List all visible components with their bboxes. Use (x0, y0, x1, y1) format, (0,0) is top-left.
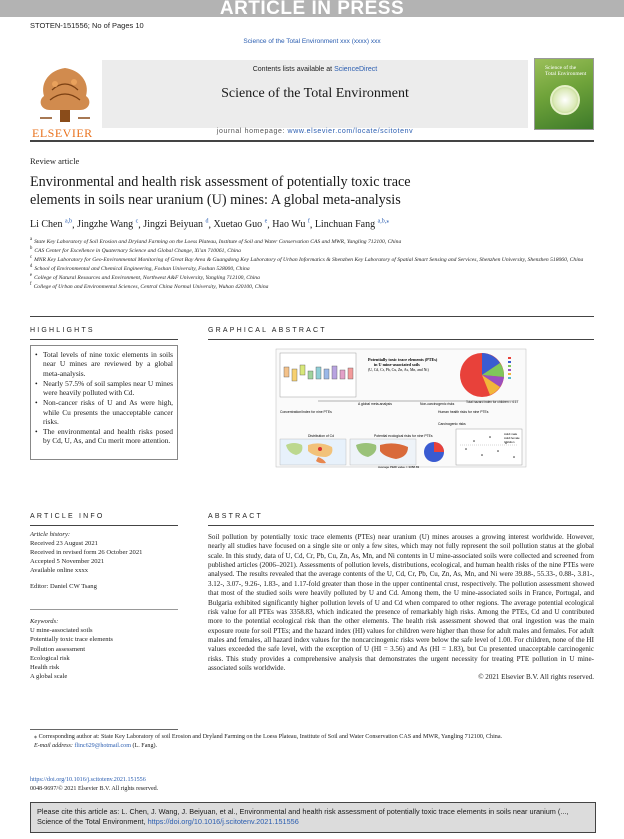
keyword: Ecological risk (30, 654, 70, 662)
ga-conc-distribution: Concentration/Index for nine PTEs (280, 410, 332, 414)
ga-boxplot-panel (280, 353, 356, 397)
ga-title-line3: (U, Cd, Cr, Pb, Cu, Zn, As, Mn, and Ni) (368, 368, 429, 372)
article-info-rule (30, 525, 178, 526)
highlight-item: • Total levels of nine toxic elements in soils near U mines are reviewed by a global meta-analysis. (35, 350, 173, 378)
footnote-text: Corresponding author at: State Key Laboratory of soil Erosion and Dryland Farming on the Loess Plateau, Institute of Soil and Water Conservation CAS and MWR, Yangling 712100, China. (38, 734, 503, 740)
highlights-rule (30, 339, 178, 340)
keywords-label: Keywords: (30, 618, 59, 625)
issn-line: 0048-9697/© 2021 Elsevier B.V. All rights reserved. (30, 785, 159, 792)
ga-eco-pie (424, 442, 444, 462)
ga-distribution-cd: Distribution of Cd (308, 434, 335, 438)
article-in-press-banner (0, 0, 624, 17)
cover-title-line1: Science of the (545, 65, 577, 71)
online-date: Available online xxxx (30, 567, 89, 575)
accepted-date: Accepted 5 November 2021 (30, 558, 105, 566)
author[interactable]: Xuetao Guo $^e$ (213, 219, 268, 231)
document-id: STOTEN-151556; No of Pages 10 (30, 21, 144, 30)
graphical-abstract-figure[interactable] (208, 345, 594, 470)
ga-world-map (280, 439, 346, 465)
email-link[interactable]: flinc629@hotmail.com (74, 742, 131, 749)
cover-title-line2: Total Environment (545, 71, 587, 78)
author[interactable]: Hao Wu $^f$ (272, 219, 310, 231)
journal-cover-image[interactable] (534, 58, 594, 130)
ga-human-health: Human health risks for nine PTEs (438, 410, 489, 414)
affiliations (30, 237, 594, 291)
elsevier-logo[interactable] (30, 60, 100, 140)
graphical-abstract-svg (208, 345, 594, 470)
graphical-abstract-heading: GRAPHICAL ABSTRACT (208, 327, 327, 334)
keyword: Health risk (30, 664, 60, 672)
affiliation: $^b$ CAS Center for Excellence in Quaternary Science and Global Change, Xi'an 710061, China (30, 245, 241, 254)
svg-text:Children: Children (504, 440, 515, 444)
highlights-heading: HIGHLIGHTS (30, 327, 95, 334)
highlight-item: • Nearly 57.5% of soil samples near U mines were heavily polluted with Cd. (35, 379, 173, 398)
abstract-body: Soil pollution by potentially toxic trace elements (PTEs) near uranium (U) mines arouses a growing interest worldwide. However, nearly all studies have focused on a single site or only a few sites, which may not fully represent the soil pollution status at the global scale. In this study, data of U, Cd, Cr, Pb, Cu, Zn, As, Mn, and Ni contents in U mine-associated soils were collected and screened from published articles (2006–2021). Assessments of pollution levels, distributions, ecological, and human health risks of the nine PTEs were analysed. The results revealed that the average contents of the U, Cd, Cr, Pb, Cu, Zn, As, Mn, and Ni were 39.88-, 55.33-, 0.88-, 3.81-, 3.12-, 3.07-, 9.26-, 1.83-, and 1.17-fold greater than those in the upper continental crust, respectively. The pollution assessment showed that most of the studied soils were heavily polluted by U and Cd. Among them, the U mine-associated soils in France, Portugal, and Bulgaria exhibited significantly higher pollution levels of U and Cd when compared to other regions. The average potential ecological risk value for all PTEs was 3358.83, which indicated the presence of remarkably high risks. Among the PTEs, Cd and U contributed more to the potential ecological risk than the other elements. The health risk assessment showed that oral ingestion was the main exposure route for soil PTEs; and the hazard index (HI) values for children were higher than those for adult males and females. For adult males and females, all hazard index values for the noncarcinogenic risks were below the safe level of 1.00. For children, none of the HI values exceeded the safe level, with the exception of U (HI = 3.56) and As (HI = 1.83), but Cu presented unacceptable carcinogenic risks. This study provides a comprehensive analysis that demonstrates the urgent necessity for treating PTE pollution in U mine-associated soils worldwide. (208, 533, 594, 673)
title-line-2: elements in soils near uranium (U) mines: A global meta-analysis (30, 192, 401, 209)
highlights-list (35, 350, 173, 446)
article-info-heading: ARTICLE INFO (30, 513, 105, 520)
history-label: Article history: (30, 531, 71, 538)
abstract-copyright: © 2021 Elsevier B.V. All rights reserved. (478, 673, 594, 682)
ga-carcinogenic: Carcinogenic risks (438, 422, 466, 426)
highlights-box (30, 345, 178, 460)
ga-non-carcinogenic: Non-carcinogenic risks (420, 402, 455, 406)
contents-line (102, 66, 528, 73)
elsevier-wordmark: ELSEVIER (32, 126, 93, 140)
editor: Editor: Daniel CW Tsang (30, 583, 97, 591)
keywords-block (30, 617, 178, 682)
journal-reference-link[interactable]: Science of the Total Environment xxx (xxxx) xxx (243, 38, 381, 45)
title-line-1: Environmental and health risk assessment of potentially toxic trace (30, 174, 411, 190)
homepage-link[interactable]: www.elsevier.com/locate/scitotenv (287, 128, 414, 135)
article-title (30, 173, 510, 210)
article-type: Review article (30, 156, 80, 166)
sciencedirect-link[interactable]: ScienceDirect (334, 66, 378, 73)
corresponding-author-footnote (34, 733, 594, 750)
keyword: A global scale (30, 673, 68, 681)
graphical-abstract-rule (208, 339, 594, 340)
journal-homepage (102, 128, 528, 135)
affiliation: $^e$ College of Natural Resources and Environment, Northwest A&F University, Yangling 712100, China (30, 272, 260, 281)
journal-title-band (102, 60, 528, 128)
email-suffix: (L. Fang). (132, 742, 158, 749)
ga-potential-eco: Potential ecological risks for nine PTEs (374, 434, 433, 438)
author-list: Li Chen $^{a,b}$, Jingzhe Wang $^c$, Jingzi Beiyuan $^d$, Xuetao Guo $^e$, Hao Wu $^f$, Linchuan Fang $^{a,b,⁎}$ (30, 219, 390, 231)
revised-date: Received in revised form 26 October 2021 (30, 549, 143, 557)
abstract-rule (208, 525, 594, 526)
author[interactable]: Jingzhe Wang $^c$ (77, 219, 139, 231)
citation-box (30, 802, 596, 833)
footnote-star: ⁎ (34, 734, 38, 740)
ga-global-meta: A global meta-analysis (358, 402, 392, 406)
banner-text: ARTICLE IN PRESS (219, 0, 405, 19)
svg-text:Adult male: Adult male (504, 432, 518, 436)
contents-prefix: Contents lists available at (252, 66, 335, 73)
keyword: Pollution assessment (30, 645, 86, 653)
header-divider (30, 140, 594, 142)
doi-block (30, 776, 158, 793)
cover-globe-graphic (550, 85, 580, 115)
keyword: Potentially toxic trace elements (30, 636, 113, 644)
affiliation: $^c$ MNR Key Laboratory for Geo-Environmental Monitoring of Great Bay Area & Guangdong Key Laboratory of Urban Informatics & Shenzhen Key Laboratory of Spatial Smart Sensing and Services, Shenzhen University, Shenzhen 518060, China (30, 254, 584, 263)
highlight-item: • Non-cancer risks of U and As were high, while Cu presents the unacceptable cancer risks. (35, 398, 173, 426)
article-history (30, 530, 178, 592)
highlight-item: • The environmental and health risks posed by Cd, U, As, and Cu merit more attention. (35, 427, 173, 446)
elsevier-tree-icon (30, 60, 100, 126)
doi-link[interactable]: https://doi.org/10.1016/j.scitotenv.2021.151556 (30, 777, 146, 783)
ga-title-line2: in U mine-associated soils (374, 362, 420, 367)
homepage-prefix: journal homepage: (216, 128, 288, 135)
ga-avg-peri: Average PERI value = 3358.83 (378, 465, 420, 469)
received-date: Received 23 August 2021 (30, 540, 98, 548)
info-divider (30, 609, 178, 610)
abstract-heading: ABSTRACT (208, 513, 263, 520)
journal-title: Science of the Total Environment (221, 86, 409, 101)
ga-title-line1: Potentially toxic trace elements (PTEs) (368, 357, 438, 362)
ga-pie-chart (460, 353, 504, 397)
cover-title (545, 65, 593, 77)
affiliation: $^a$ State Key Laboratory of Soil Erosion and Dryland Farming on the Loess Plateau, Institute of Soil and Water Conservation CAS and MWR, Yangling 712100, China (30, 237, 402, 245)
keyword: U mine-associated soils (30, 627, 93, 635)
citation-text: Please cite this article as: L. Chen, J. Wang, J. Beiyuan, et al., Environmental and health risk assessment of potentially toxic trace elements in soils near uranium (..., Science of the Total Environment, (37, 807, 569, 826)
author[interactable]: Li Chen $^{a,b}$ (30, 219, 73, 231)
affiliations-divider (30, 316, 594, 317)
footnote-rule (30, 729, 178, 730)
email-label: E-mail address: (34, 742, 73, 749)
svg-text:Adult female: Adult female (504, 436, 520, 440)
abstract-text (208, 533, 594, 683)
affiliation: $^f$ College of Urban and Environmental Sciences, Central China Normal University, Wuhan 420100, China (30, 281, 269, 290)
ga-eco-map (350, 439, 416, 465)
citation-doi-link[interactable]: https://doi.org/10.1016/j.scitotenv.2021.151556 (147, 816, 299, 826)
author[interactable]: Linchuan Fang $^{a,b,⁎}$ (314, 219, 390, 231)
journal-header (30, 58, 594, 138)
ga-total-hazard: Total hazard index for children = 4.17 (466, 400, 519, 404)
author[interactable]: Jingzi Beiyuan $^d$ (143, 219, 209, 231)
affiliation: $^d$ School of Environmental and Chemical Engineering, Foshan University, Foshan 528000, China (30, 263, 250, 272)
